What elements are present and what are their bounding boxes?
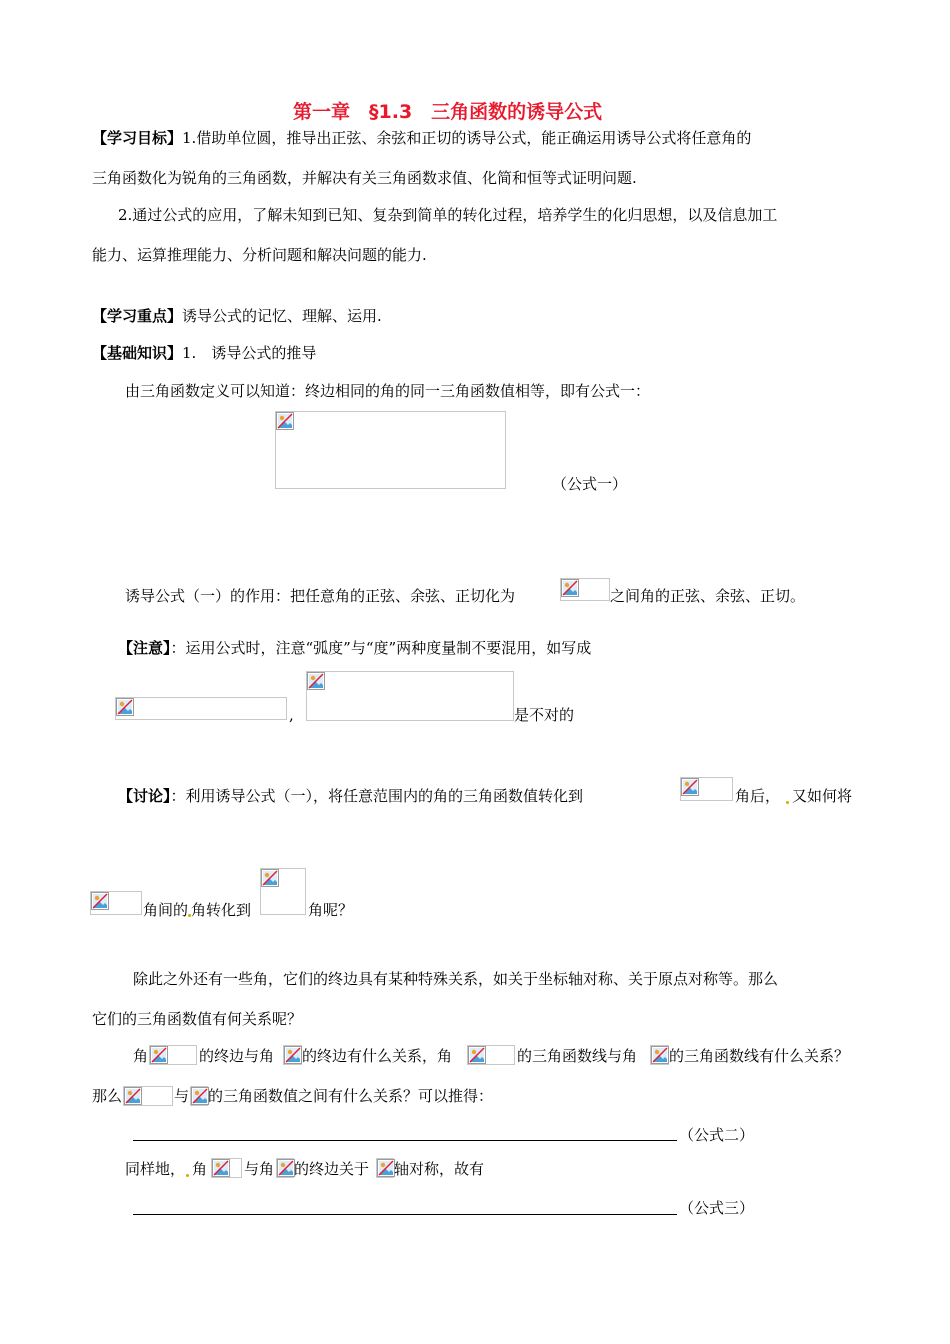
mark-dot <box>786 801 789 804</box>
key-points <box>92 306 382 326</box>
angle-alpha-image-3 <box>123 1086 173 1106</box>
special-q-c: 的终边有什么关系，角 <box>302 1047 453 1065</box>
special-r-b: 与 <box>174 1087 190 1105</box>
broken-image-icon <box>150 1046 168 1064</box>
angle-alpha-image-2 <box>467 1045 515 1065</box>
discuss-line1 <box>118 786 583 806</box>
goals-label: 【学习目标】 <box>92 129 183 147</box>
usage-text-a: 诱导公式（一）的作用：把任意角的正弦、余弦、正切化为 <box>125 587 516 605</box>
goals-line1 <box>92 128 751 148</box>
special-line1: 除此之外还有一些角，它们的终边具有某种特殊关系，如关于坐标轴对称、关于原点对称等。那么 <box>133 970 779 988</box>
broken-image-icon <box>651 1046 669 1064</box>
basics-heading-line <box>92 343 316 363</box>
discuss-angle-image <box>90 891 142 915</box>
broken-image-icon <box>561 579 579 597</box>
usage-text-b: 之间角的正弦、余弦、正切。 <box>610 587 806 605</box>
special-s-e: 轴对称，故有 <box>394 1160 485 1178</box>
goals-p1-line1: 1.借助单位圆，推导出正弦、余弦和正切的诱导公式，能正确运用诱导公式将任意角的 <box>182 129 752 147</box>
angle-alpha-image-4 <box>211 1158 242 1178</box>
goals-p1-line2: 三角函数化为锐角的三角函数，并解决有关三角函数求值、化简和恒等式证明问题. <box>92 169 637 187</box>
basics-heading: 1. 诱导公式的推导 <box>182 344 317 362</box>
broken-image-icon <box>377 1159 395 1177</box>
note-example2-image <box>306 671 514 721</box>
note-line <box>118 638 591 658</box>
angle-alpha-small-image-2 <box>650 1045 669 1065</box>
special-q-a: 角 <box>133 1047 149 1065</box>
basics-label: 【基础知识】 <box>92 344 183 362</box>
broken-image-icon <box>276 412 294 430</box>
note-example1-image <box>115 697 287 720</box>
broken-image-icon <box>212 1159 230 1177</box>
page-title: 第一章 §1.3 三角函数的诱导公式 <box>293 101 603 123</box>
mark-dot <box>186 1174 189 1177</box>
key-text: 诱导公式的记忆、理解、运用. <box>182 307 382 325</box>
formula3-blank <box>133 1214 677 1215</box>
special-q-d: 的三角函数线与角 <box>517 1047 638 1065</box>
goals-p2-line1: 2.通过公式的应用，了解未知到已知、复杂到简单的转化过程，培养学生的化归思想，以及信息加工 <box>118 206 778 224</box>
broken-image-icon <box>681 778 699 796</box>
discuss-range-image <box>680 777 733 801</box>
special-s-d: 的终边关于 <box>294 1160 370 1178</box>
formula2-label: （公式二） <box>679 1126 755 1144</box>
note-label: 【注意】 <box>118 639 171 657</box>
axis-image <box>376 1158 394 1178</box>
special-s-c: 与角 <box>244 1160 275 1178</box>
goals-p2-line2: 能力、运算推理能力、分析问题和解决问题的能力. <box>92 246 427 264</box>
formula3-label: （公式三） <box>679 1199 755 1217</box>
discuss-label: 【讨论】 <box>118 787 171 805</box>
special-line2: 它们的三角函数值有何关系呢？ <box>92 1010 303 1028</box>
broken-image-icon <box>191 1087 209 1105</box>
note-text: ：运用公式时，注意“弧度”与“度”两种度量制不要混用，如写成 <box>170 639 592 657</box>
broken-image-icon <box>468 1046 486 1064</box>
broken-image-icon <box>91 892 109 910</box>
discuss-line2-c: 角呢？ <box>308 901 354 919</box>
discuss-text-a: ：利用诱导公式（一），将任意范围内的角的三角函数值转化到 <box>170 787 584 805</box>
broken-image-icon <box>284 1046 302 1064</box>
broken-image-icon <box>116 698 134 716</box>
broken-image-icon <box>307 672 325 690</box>
special-r-c: 的三角函数值之间有什么关系？可以推得： <box>208 1087 494 1105</box>
special-r-a: 那么 <box>92 1087 123 1105</box>
discuss-line2-b: 角转化到 <box>191 901 252 919</box>
formula2-blank <box>133 1140 677 1141</box>
broken-image-icon <box>124 1087 142 1105</box>
discuss-text-b: 角后， <box>735 787 781 805</box>
special-q-b: 的终边与角 <box>199 1047 275 1065</box>
discuss-line2-a: 角间的 <box>143 901 189 919</box>
formula1-label: （公式一） <box>552 475 628 493</box>
formula1-image <box>275 411 506 489</box>
note-wrong: 是不对的 <box>514 706 575 724</box>
discuss-target-image <box>260 868 306 915</box>
note-comma: , <box>289 706 294 724</box>
broken-image-icon <box>277 1159 295 1177</box>
basics-intro: 由三角函数定义可以知道：终边相同的角的同一三角函数值相等，即有公式一： <box>125 382 651 400</box>
special-s-a: 同样地， <box>125 1160 186 1178</box>
key-label: 【学习重点】 <box>92 307 183 325</box>
special-q-e: 的三角函数线有什么关系？ <box>669 1047 850 1065</box>
angle-alpha-small-image-4 <box>276 1158 294 1178</box>
discuss-text-c: 又如何将 <box>792 787 853 805</box>
usage-range-image <box>560 578 610 601</box>
angle-alpha-small-image <box>283 1045 302 1065</box>
angle-alpha-small-image-3 <box>190 1086 208 1106</box>
broken-image-icon <box>261 869 279 887</box>
angle-alpha-image <box>149 1045 197 1065</box>
special-s-b: 角 <box>192 1160 208 1178</box>
